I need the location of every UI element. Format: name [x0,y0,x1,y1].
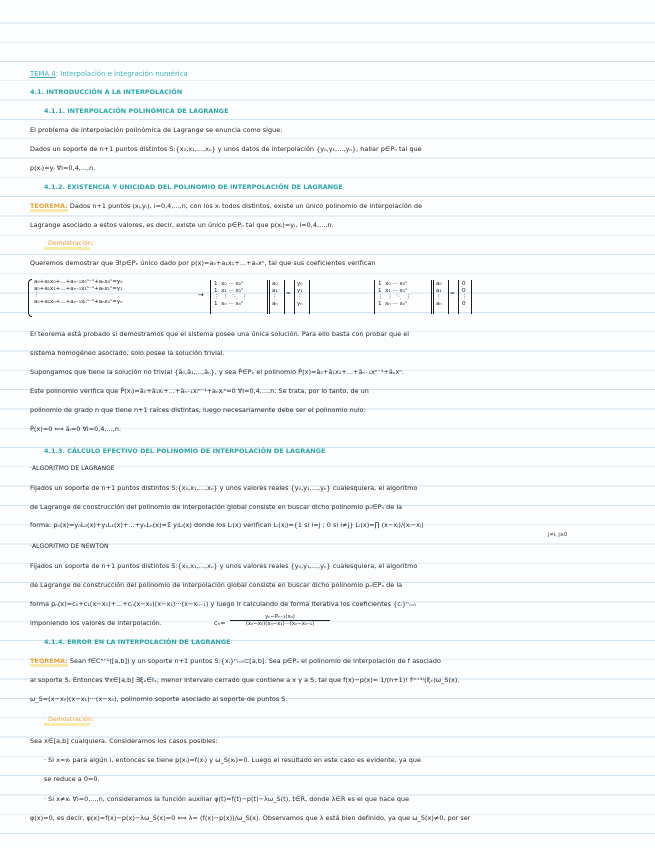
tema-label: TEMA 4 [30,70,56,78]
paragraph: Sea x∈[a,b] cualquiera. Consideramos los casos posibles: [30,737,218,745]
vector-entry: y₁ [297,287,303,294]
subsection-heading-4-1-1: 4.1.1. INTERPOLACIÓN POLINÓMICA DE LAGRANGE [44,107,229,115]
algorithm-heading: ·ALGORITMO DE NEWTON [30,543,109,550]
paragraph: · Si x≠xᵢ ∀i=0,...,n, consideramos la función auxiliar φ(t)=f(t)−p(t)−λω_S(t), t∈R, donde λ∈R es el que hace que [44,795,410,803]
vector-entry: a₁ [436,287,442,294]
paragraph: forma pₙ(x)=c₀+c₁(x−x₀)+...+cₙ(x−x₀)(x−x₁)···(x−xₙ₋₁) y luego ir calculando de forma iterativa los coeficientes {cᵢ}ⁿᵢ₌₀ [30,600,416,608]
page-title [30,70,188,78]
equation-row: a₀+a₁xₙ+...+aₙ₋₁xₙⁿ⁻¹+aₙxₙⁿ=yₙ [34,299,123,306]
equation-row: ⋮ [34,292,40,299]
theorem-label: TEOREMA: [30,202,68,210]
paragraph: Lagrange asociado a estos valores, es decir, existe un único p∈Pₙ tal que p(xᵢ)=yᵢ, i=0,4,...,n. [30,221,334,229]
equals-sign: = [286,291,291,297]
subsection-heading-4-1-2: 4.1.2. EXISTENCIA Y UNICIDAD DEL POLINOMIO DE INTERPOLACIÓN DE LAGRANGE [44,183,343,191]
unknowns-vector-rows [272,281,278,308]
tema-title: : Interpolación e integración numérica [55,70,188,78]
equation-row: a₀+a₁x₁+...+aₙ₋₁x₁ⁿ⁻¹+aₙx₁ⁿ=y₁ [34,285,123,292]
matrix-row: 1 x₀ ··· x₀ⁿ [378,281,408,287]
vector-entry: yₙ [297,301,303,308]
vector-entry: 0 [462,301,466,308]
paragraph: Dados un soporte de n+1 puntos distintos S:{x₀,x₁,...,xₙ} y unos datos de interpolación {y₀,y₁,...,yₙ}, hallar p∈Pₙ tal que [30,145,422,153]
vector-entry: ⋮ [297,294,303,301]
paragraph: · Si x=xᵢ para algún i, entonces se tiene p(xᵢ)=f(xᵢ) y ω_S(xᵢ)=0. Luego el resultado en este caso es evidente, ya que [44,756,421,764]
vector-entry: a₁ [272,287,278,294]
theorem-text: Dados n+1 puntos (xᵢ,yᵢ), i=0,4,...,n, con los xᵢ todos distintos, existe un único polinomio de interpolación de [67,202,423,210]
equals-sign: = [450,291,455,297]
demostracion-label: · Demostración: [44,240,94,247]
vector-entry: y₀ [297,281,303,287]
paragraph: El problema de interpolación polinómica de Lagrange se enuncia como sigue: [30,126,283,134]
homogeneous-unknowns-rows [436,281,442,308]
matrix-row: 1 x₀ ··· x₀ⁿ [214,281,244,287]
theorem-text: Sean f∈Cⁿ⁺¹([a,b]) y un soporte n+1 puntos S:{xᵢ}ⁿᵢ₌₀⊂[a,b]. Sea p∈Pₙ el polinomio de interpolación de f asociado [67,657,441,665]
paragraph: P̃(x)=0 ⟺ ãᵢ=0 ∀i=0,4,...,n. [30,425,122,433]
paragraph: Fijados un soporte de n+1 puntos distintos S:{x₀,x₁,...,xₙ} y unos valores reales {y₀,y₁,...,yₙ} cualesquiera, el algoritmo [30,484,418,492]
paragraph: ω_S=(x−x₀)(x−x₁)···(x−xₙ), polinomio soporte asociado al soporte de puntos S. [30,695,288,703]
paragraph: se reduce a 0=0. [44,775,100,783]
theorem-label: TEOREMA: [30,657,68,665]
newton-coefficient-prefix: cₙ= [214,619,226,627]
vector-entry: ⋮ [462,294,468,301]
theorem-line [30,202,422,210]
paragraph: sistema homogéneo asociado, solo posee la solución trivial. [30,349,225,357]
paragraph: polinomio de grado n que tiene n+1 raíces distintas, luego necesariamente debe ser el polinomio nulo: [30,406,366,414]
paragraph: p(xᵢ)=yᵢ ∀i=0,4,...,n. [30,164,96,172]
coefficient-matrix-rows [214,281,247,308]
arrow-icon: → [198,291,204,299]
matrix-row: 1 xₙ ··· xₙⁿ [214,301,244,308]
system-equations [34,279,122,306]
homogeneous-matrix-rows [378,281,411,308]
matrix-row: 1 xₙ ··· xₙⁿ [378,301,408,308]
product-index: j≠i, j≥0 [548,532,568,538]
algorithm-heading: ·ALGORITMO DE LAGRANGE [30,465,115,472]
subsection-heading-4-1-3: 4.1.3. CÁLCULO EFECTIVO DEL POLINOMIO DE INTERPOLACIÓN DE LAGRANGE [44,447,326,455]
vector-entry: a₀ [272,281,278,287]
fraction-numerator: yₙ−Pₙ₋₁(xₙ) [265,614,295,620]
vector-entry: ⋮ [436,294,442,301]
paragraph: Fijados un soporte de n+1 puntos distintos S:{x₀,x₁,...,xₙ} y unos valores reales {y₀,y₁,...,yₙ} cualesquiera, el algoritmo [30,562,418,570]
vector-entry: a₀ [436,281,442,287]
paragraph: al soporte S. Entonces ∀x∈[a,b] ∃ξₓ∈Iₓ, menor intervalo cerrado que contiene a x y a S, tal que f(x)−p(x)= 1/(n+1)! f⁽ⁿ⁺¹⁾(ξₓ)ω_S(x). [30,676,460,684]
fraction-denominator: (xₙ−x₀)(xₙ−x₁)···(xₙ−xₙ₋₁) [230,620,330,627]
vector-entry: aₙ [436,301,442,308]
matrix-row: 1 x₁ ··· x₁ⁿ [214,287,244,294]
left-brace [28,279,32,317]
subsection-heading-4-1-4: 4.1.4. ERROR EN LA INTERPOLACIÓN DE LAGRANGE [44,638,231,646]
matrix-row: ⋮ ⋮ ⋱ ⋮ [378,294,412,301]
section-heading-4-1: 4.1. INTRODUCCIÓN A LA INTERPOLACIÓN [30,88,183,96]
matrix-row: 1 x₁ ··· x₁ⁿ [378,287,408,294]
demostracion-label: · Demostración: [44,716,94,723]
paragraph: de Lagrange de construcción del polinomio de interpolación global consiste en buscar dicho polinomio pₙ∈Pₙ de la [30,503,403,511]
newton-coefficient-fraction [230,614,330,627]
paragraph: Queremos demostrar que ∃!p∈Pₙ único dado por p(x)=a₀+a₁x₁+...+aₙxⁿ, tal que sus coeficientes verifican [30,259,376,267]
vector-entry: aₙ [272,301,278,308]
paragraph: de Lagrange de construcción del polinomio de interpolación global consiste en buscar dicho polinomio pₙ∈Pₙ de la [30,581,403,589]
matrix-row: ⋮ ⋮ ⋱ ⋮ [214,294,248,301]
paragraph: El teorema está probado si demostramos que el sistema posee una única solución. Para ello basta con probar que el [30,330,410,338]
vector-entry: ⋮ [272,294,278,301]
values-vector-rows [297,281,303,308]
theorem-line [30,657,441,665]
paragraph: forma: pₙ(x)=y₀L₀(x)+y₁L₁(x)+...+yₙLₙ(x)=Σ yᵢLᵢ(x) donde los Lᵢ(x) verifican Lᵢ(xⱼ)={1 si i=j ; 0 si i≠j} Lᵢ(x)=∏ (x−xⱼ)/(xᵢ−xⱼ) [30,521,424,529]
paragraph: Supongamos que tiene la solución no trivial {ã₀,ã₁,...,ãₙ}, y sea P̃∈Pₙ el polinomio P̃(x)=ã₀+ã₁x₁+...+ãₙ₋₁xⁿ⁻¹+ãₙxⁿ. [30,368,404,376]
paragraph: φ(x)=0, es decir, φ(x)=f(x)−p(x)−λω_S(x)=0 ⟺ λ= (f(x)−p(x))/ω_S(x). Observamos que λ está bien definido, ya que ω_S(x)≠0, por ser [30,814,471,822]
vector-entry: 0 [462,281,466,287]
paragraph: imponiendo los valores de interpolación. [30,619,162,627]
equation-row: a₀+a₁x₀+...+aₙ₋₁x₀ⁿ⁻¹+aₙx₀ⁿ=y₀ [34,279,123,285]
vector-entry: 0 [462,287,466,294]
paragraph: Este polinomio verifica que P̃(xᵢ)=ã₀+ã₁xᵢ+...+ãₙ₋₁xᵢⁿ⁻¹+aₙxᵢⁿ=0 ∀i=0,4,...,n. Se trata, por lo tanto, de un [30,387,369,395]
zero-vector-rows [462,281,468,308]
